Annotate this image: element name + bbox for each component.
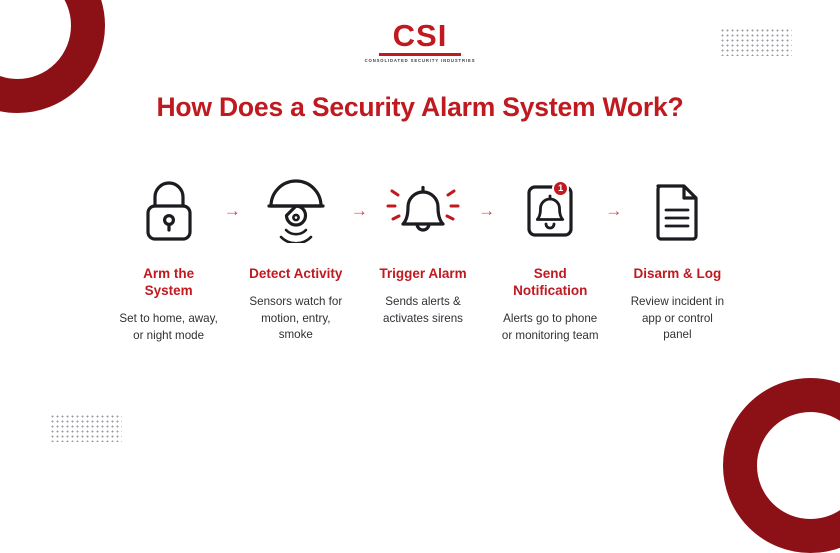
decorative-dot-grid-bottom-left: [50, 414, 122, 442]
padlock-icon: [140, 178, 198, 244]
page-title: How Does a Security Alarm System Work?: [156, 92, 684, 122]
flow-arrow-icon-4: →: [605, 201, 623, 220]
flow-step-arm-the-system: [118, 178, 219, 344]
flow-arrow-icon-3: →: [478, 201, 496, 220]
flow-arrow-icon-2: →: [350, 201, 368, 220]
decorative-arc-bottom-right: [723, 378, 840, 553]
logo-wordmark: CSI: [392, 18, 448, 53]
process-flow: [118, 178, 728, 344]
step-description: Set to home, away, or night mode: [119, 311, 218, 342]
step-title: Detect Activity: [249, 266, 343, 281]
logo-underline: [379, 53, 461, 56]
step-title: Send Notification: [513, 266, 588, 298]
flow-step-trigger-alarm: [372, 178, 473, 327]
logo-tagline: CONSOLIDATED SECURITY INDUSTRIES: [364, 58, 476, 63]
step-title: Trigger Alarm: [379, 266, 467, 281]
flow-step-disarm-and-log: [627, 178, 728, 344]
dome-camera-icon: [261, 178, 331, 244]
flow-step-detect-activity: [245, 178, 346, 344]
notification-badge: 1: [552, 180, 569, 197]
step-description: Review incident in app or control panel: [630, 294, 725, 342]
step-title: Arm the System: [143, 266, 195, 298]
flow-arrow-icon-1: →: [223, 201, 241, 220]
ringing-bell-icon: [386, 178, 460, 244]
document-log-icon: [648, 178, 706, 244]
brand-logo: [0, 20, 840, 63]
flow-step-send-notification: [500, 178, 601, 344]
step-description: Sensors watch for motion, entry, smoke: [249, 294, 343, 342]
step-title: Disarm & Log: [633, 266, 722, 281]
step-description: Sends alerts & activates sirens: [383, 294, 463, 325]
notification-panel-icon: [520, 178, 580, 244]
step-description: Alerts go to phone or monitoring team: [501, 311, 599, 342]
